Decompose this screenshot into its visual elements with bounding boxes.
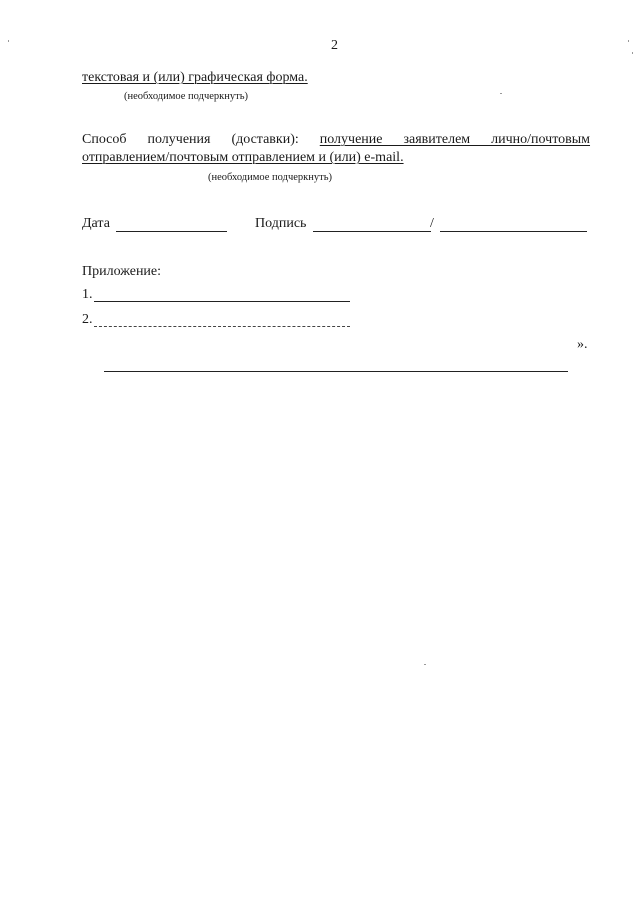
signature-name-line: [440, 231, 587, 232]
delivery-note: (необходимое подчеркнуть): [208, 172, 332, 183]
attachment-line-1: [94, 301, 350, 302]
signature-label: Подпись: [255, 216, 307, 231]
scan-speck: [424, 664, 426, 665]
delivery-label: Способ получения (доставки):: [82, 132, 299, 147]
attachment-line-2: [94, 326, 350, 327]
closing-mark: ».: [577, 337, 588, 352]
scan-speck: [628, 40, 629, 42]
attachments-label: Приложение:: [82, 264, 162, 279]
attachment-item-2: 2.: [82, 312, 93, 327]
date-label: Дата: [82, 216, 110, 231]
delivery-options: получение заявителем лично/почтовым отправлением/почтовым отправлением и (или) e-mail.: [82, 132, 591, 165]
signature-field-line: [313, 231, 431, 232]
scan-speck: [632, 52, 633, 54]
format-note: (необходимое подчеркнуть): [124, 91, 248, 102]
separator-line: [104, 371, 568, 372]
date-field-line: [116, 231, 227, 232]
page-number: 2: [331, 38, 338, 53]
signature-separator: /: [430, 216, 434, 231]
scan-speck: [8, 40, 9, 42]
scan-speck: [500, 93, 502, 94]
attachment-item-1: 1.: [82, 287, 93, 302]
delivery-paragraph: [82, 131, 590, 167]
format-line: текстовая и (или) графическая форма.: [82, 70, 308, 85]
